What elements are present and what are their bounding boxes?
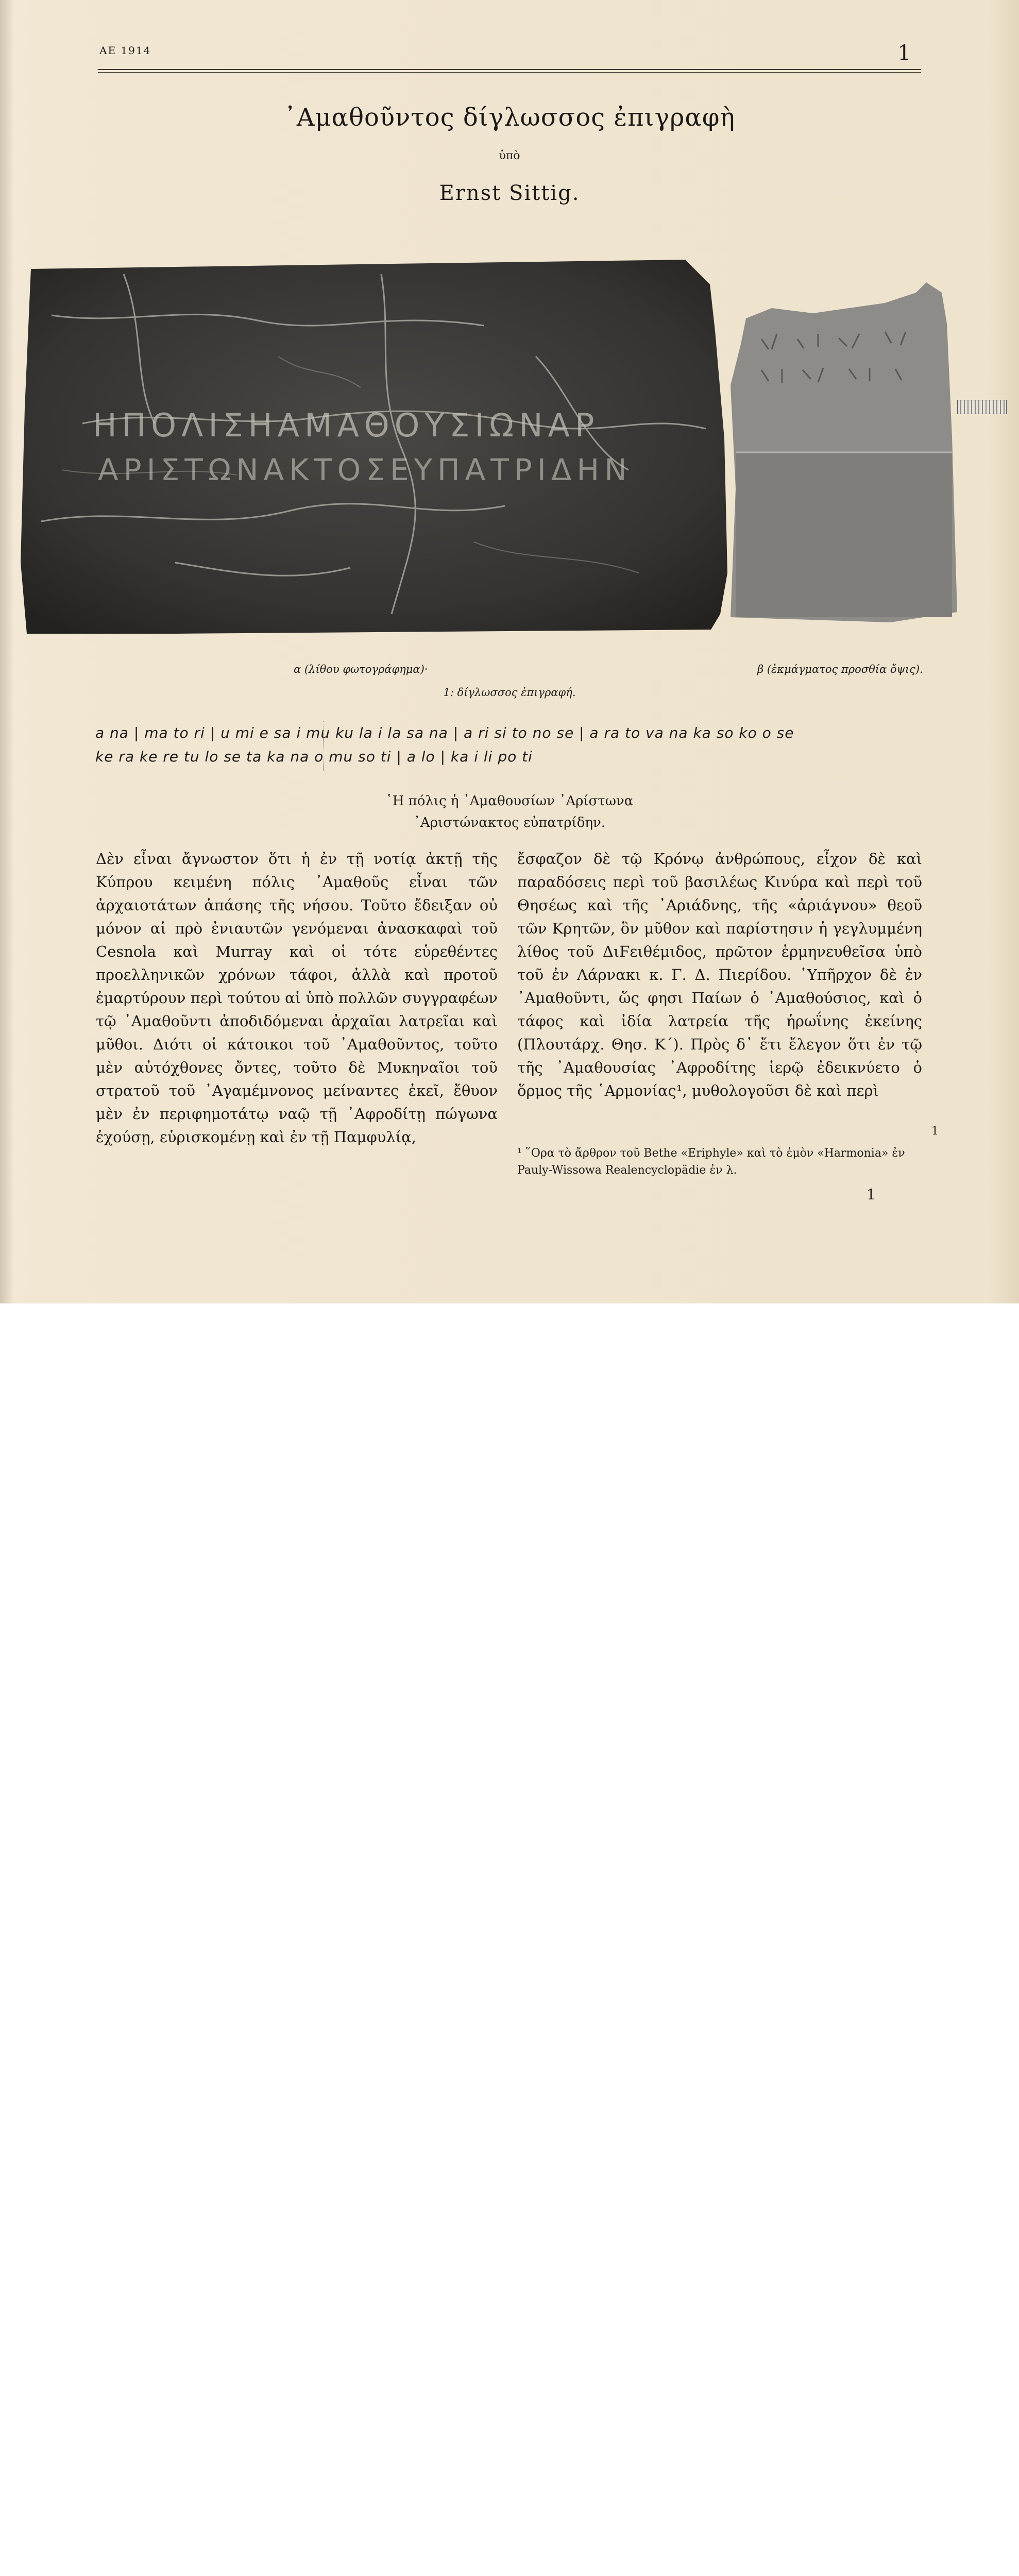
squeeze-photograph [731, 282, 957, 622]
footnote-marker: 1 [931, 1125, 939, 1138]
greek-inscription-line: ῾Η πόλις ἡ ᾿Αμαθουσίων ᾿Αρίστωνα [385, 793, 634, 809]
photo-scale-bar [957, 400, 1007, 414]
body-column-right [517, 848, 922, 1103]
figure-caption-a: α (λίθου φωτογράφημα)· [294, 663, 428, 675]
svg-text:ΑΡΙΣΤΩΝΑΚΤΟΣΕΥΠΑΤΡΙΔΗΝ: ΑΡΙΣΤΩΝΑΚΤΟΣΕΥΠΑΤΡΙΔΗΝ [98, 452, 632, 487]
svg-text:ΗΠΟΛΙΣΗΑΜΑΘΟΥΣΙΩΝΑΡ: ΗΠΟΛΙΣΗΑΜΑΘΟΥΣΙΩΝΑΡ [93, 406, 600, 444]
article-title: ᾿Αμαθοῦντος δίγλωσσος ἐπιγραφὴ [283, 103, 736, 132]
syllabic-transcription-line: ke ra ke re tu lo se ta ka na o mu so ti | a lo | ka i li po ti [95, 748, 533, 765]
paragraph: ἔσφαζον δὲ τῷ Κρόνῳ ἀνθρώπους, εἶχον δὲ καὶ παραδόσεις περὶ τοῦ βασιλέως Κινύρα καὶ περὶ τοῦ Θησέως καὶ τῆς ᾿Αριάδνης, τῆς «ἀριάγνου» θεοῦ τῶν Κρητῶν, ὃν μῦθον καὶ παρίστησιν ἡ γεγλυμμένη λίθος τοῦ ΔιϜειθέμιδος, πρῶτον ἑρμηνευθεῖσα ὑπὸ τοῦ ἐν Λάρνακι κ. Γ. Δ. Πιερίδου. ῾Υπῆρχον δὲ ἐν ᾿Αμαθοῦντι, ὥς φησι Παίων ὁ ᾿Αμαθούσιος, καὶ ὁ τάφος καὶ ἰδία λατρεία τῆς ἡρωΐνης ἐκείνης (Πλουτάρχ. Θησ. Κ΄). Πρὸς δ᾿ ἔτι ἔλεγον ὅτι ἐν τῷ τῆς ᾿Αμαθουσίας ᾿Αφροδίτης ἱερῷ ἐδεικνύετο ὁ ὅρμος τῆς ῾Αρμονίας¹, μυθολογοῦσι δὲ καὶ περὶ [517, 850, 922, 1099]
figure-caption-b: β (ἐκμάγματος προσθία ὄψις). [757, 663, 923, 675]
byline-prefix: ὑπὸ [499, 149, 520, 162]
header-rule-thin [98, 72, 921, 73]
stone-photograph [21, 253, 727, 635]
digitization-footer [0, 1303, 1019, 1383]
header-rule [98, 69, 921, 70]
running-header: ΑΕ 1914 [99, 44, 151, 57]
body-column-left [96, 848, 498, 1149]
syllabic-transcription-line: a na | ma to ri | u mi e sa i mu ku la i la sa na | a ri si to no se | a ra to va na ka so ko o se [95, 724, 794, 741]
column-divider [323, 721, 324, 771]
greek-inscription-line: ᾿Αριστώνακτος εὐπατρίδην. [413, 815, 606, 831]
author-name: Ernst Sittig. [439, 181, 580, 205]
figure-caption: 1: δίγλωσσος ἐπιγραφή. [443, 686, 576, 699]
page-number: 1 [897, 41, 911, 65]
signature-mark: 1 [867, 1186, 876, 1203]
paragraph: Δὲν εἶναι ἄγνωστον ὅτι ἡ ἐν τῇ νοτίᾳ ἀκτῇ τῆς Κύπρου κειμένη πόλις ᾿Αμαθοῦς εἶναι τῶν ἀρχαιοτάτων ἁπάσης τῆς νήσου. Τοῦτο ἔδειξαν οὐ μόνον αἱ πρὸ ἐνιαυτῶν γενόμεναι ἀνασκαφαὶ τοῦ Cesnola καὶ Murray καὶ οἱ τότε εὑρεθέντες προελληνικῶν χρόνων τάφοι, ἀλλὰ καὶ προτοῦ ἐμαρτύρουν περὶ τούτου αἱ ὑπὸ πολλῶν συγγραφέων τῷ ᾿Αμαθοῦντι ἀποδιδόμεναι ἀρχαῖαι λατρεῖαι καὶ μῦθοι. Διότι οἱ κάτοικοι τοῦ ᾿Αμαθοῦντος, τοῦτο μὲν αὐτόχθονες ὄντες, τοῦτο δὲ Μυκηναῖοι τοῦ στρατοῦ τοῦ ᾿Αγαμέμνονος μείναντες ἐκεῖ, ἔθυον μὲν ἐν περιφημοτάτῳ ναῷ τῇ ᾿Αφροδίτῃ πώγωνα ἐχούσῃ, εὑρισκομένῃ καὶ ἐν τῇ Παμφυλίᾳ, [96, 850, 498, 1146]
footnote: ¹ ῞Ορα τὸ ἄρθρον τοῦ Bethe «Eriphyle» καὶ τὸ ἐμὸν «Harmonia» ἐν Pauly-Wissowa Realencyclopädie ἐν λ. [517, 1147, 905, 1177]
